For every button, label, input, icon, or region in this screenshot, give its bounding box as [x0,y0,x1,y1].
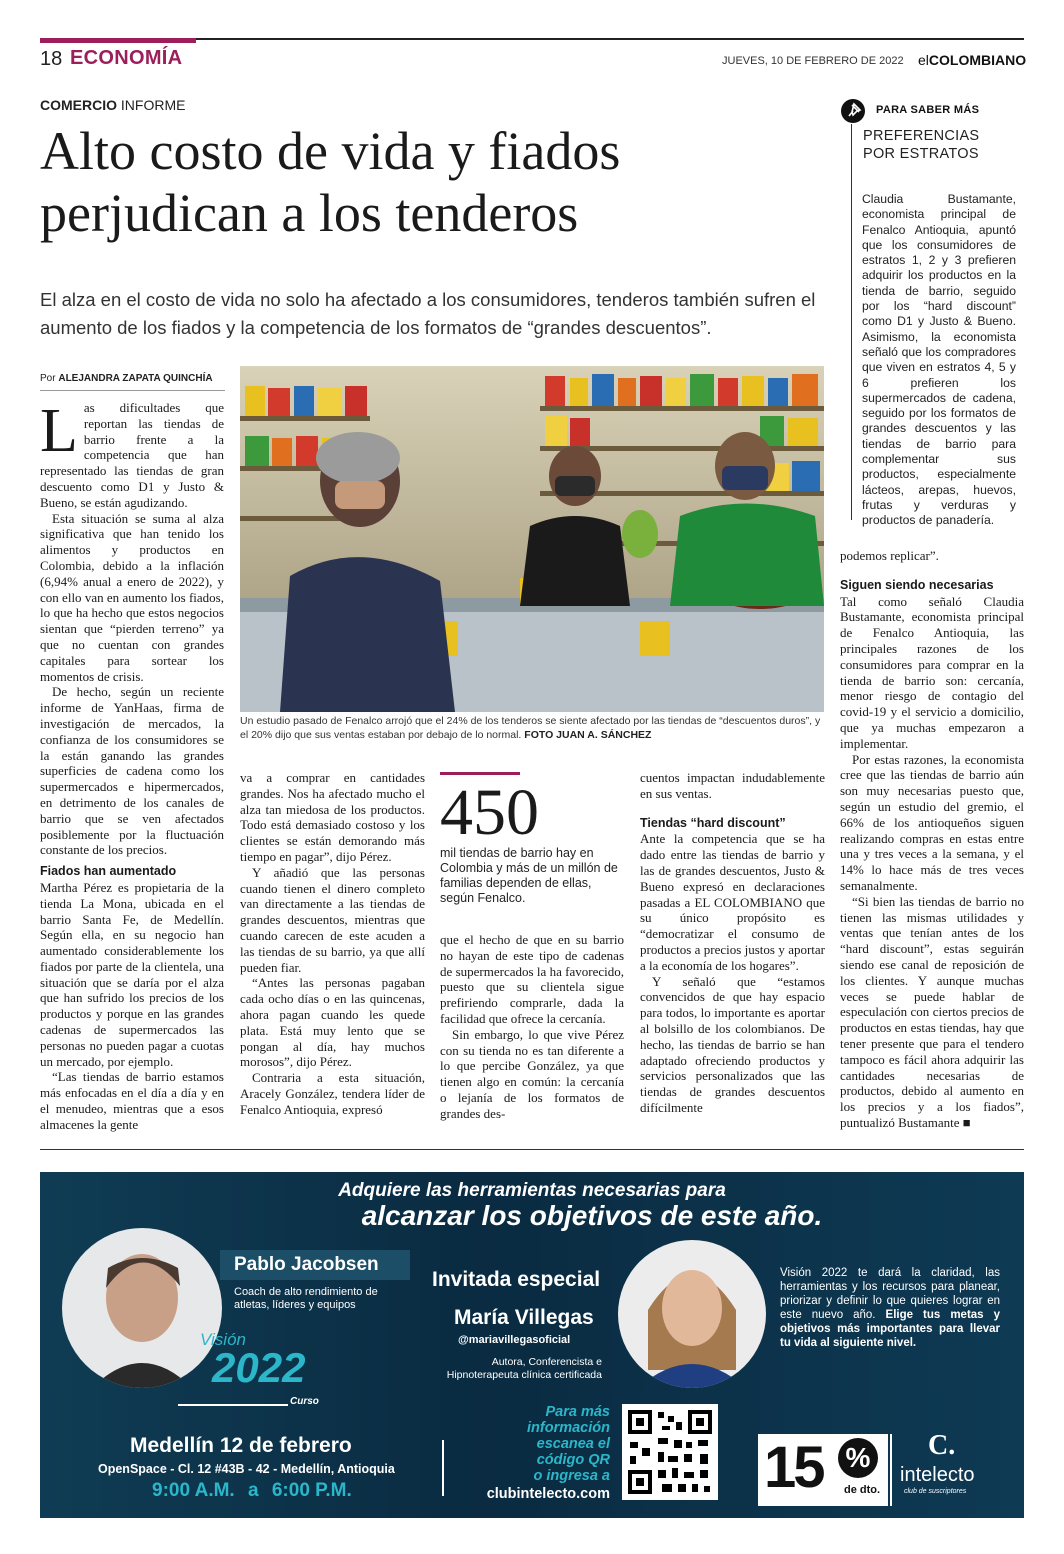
byline-prefix: Por [40,373,56,384]
paragraph [840,894,1024,1131]
issue-date: JUEVES, 10 DE FEBRERO DE 2022 [722,55,904,67]
paragraph: Por estas razones, la economista cree que las tiendas de barrio aún son muy necesarias puesto que, según un estudio del gremio, el 66% de los antioqueños siguen realizando compras en estas entre una y tres veces a la semana, y el 14% lo hace más de tres veces semanalmente. [840,751,1024,893]
section-name: ECONOMÍA [70,47,183,69]
paragraph: Y señaló que “estamos convencidos de que hay espacio para todos, lo importante es aportar al bolsillo de los colombianos. De hecho, las tiendas de barrio se han adaptado ofreciendo productos y servicios personalizados que las tiendas de grandes descuentos difícilmente [640,973,825,1115]
event-line [178,1404,288,1406]
ad-separator [40,1149,1024,1150]
subheading: Siguen siendo necesarias [840,577,994,592]
time-start: 9:00 A.M. [152,1480,235,1501]
speaker-photo [62,1228,222,1388]
lead-paragraph [40,397,224,511]
kicker-topic: COMERCIO [40,97,117,113]
club-logo [890,1430,996,1506]
sidebar-rule [851,124,852,180]
discount-number: 15 [764,1435,823,1500]
headline-line-1: Alto costo de vida y fiados [40,121,621,181]
subheading: Fiados han aumentado [40,864,177,879]
store-photo-illustration [240,366,824,712]
club-logo-letter: C. [928,1430,956,1461]
paragraph: va a comprar en cantidades grandes. Nos ha afectado mucho el alza tan miedosa de los productos. Todo está demasiado costoso y los clientes se están demorando más tiempo en pagar”, dijo Pérez. [240,770,425,864]
paragraph: Ante la competencia que se ha dado entre las tiendas de barrio y las de grandes descuentos, Justo & Bueno expresó en declaraciones pasadas a EL COLOMBIANO que su único propósito es “democratizar el consumo de productos a precios justos y aportar a la economía de los hogares”. [640,831,825,973]
qr-code-icon[interactable] [622,1404,718,1500]
kicker-type: INFORME [120,97,186,113]
brand-name: COLOMBIANO [928,52,1027,68]
speaker-name: Pablo Jacobsen [234,1254,379,1275]
byline-rule [40,390,225,391]
ad-description [780,1266,1000,1350]
guest-role [420,1356,602,1382]
discount-label: de dto. [844,1484,881,1496]
ad-headline-line-1: Adquiere las herramientas necesarias para [338,1180,726,1201]
qr-instructions-line-2: información [527,1420,610,1436]
guest-role-line-2: Hipnoterapeuta clínica certificada [446,1369,602,1381]
article-column-5 [840,548,1024,1131]
drop-cap: L [40,397,78,465]
sidebar-title-line-2: POR ESTRATOS [863,146,979,162]
article-column-1 [40,397,224,1133]
headline-line-2: perjudican a los tenderos [40,183,579,243]
sidebar-label: PARA SABER MÁS [876,104,980,116]
kicker [40,97,185,113]
club-tagline: club de suscriptores [904,1488,967,1495]
photo-caption [240,714,824,742]
qr-instructions-line-1: Para más [545,1404,610,1420]
guest-handle: @mariavillegasoficial [458,1334,571,1346]
time-end: 6:00 P.M. [271,1480,352,1501]
caption-text: Un estudio pasado de Fenalco arrojó que el 24% de los tenderos se siente afectado por las tiendas de “descuentos duros”, y el 20% dijo que sus ventas estaban por debajo de lo normal. [240,715,821,741]
qr-instructions-line-3: escanea el [536,1436,610,1452]
ad-divider [442,1440,444,1496]
paragraph: Sin embargo, lo que vive Pérez con su tienda no es tan diferente a lo que percibe González, ya que tienen algo en común: la cercanía o lejanía de los formatos de grandes des- [440,1026,624,1121]
paragraph: cuentos impactan indudablemente en sus ventas. [640,770,825,801]
paragraph: Esta situación se suma al alza significativa que han tenido los alimentos y productos en Colombia, debido a la inflación (6,94% anual a enero de 2022), y con ello van en aumento los fiados, lo que ha hecho que estos negocios sientan que “pierden terreno” ya que no cuentan con grandes capitales para sortear los momentos de crisis. [40,510,224,684]
stat-accent-rule [440,772,520,775]
paragraph: Martha Pérez es propietaria de la tienda La Mona, ubicada en el barrio Santa Fe, de Medellín. Según ella, en su negocio han aumentado considerablemente los fiados por parte de la clientela, una situación que se daría por el alza que han sufrido los precios de los productos y porque en las grandes cadenas de supermercados las personas no pueden pagar a cuotas un mercado, por ejemplo. [40,879,224,1069]
event-type: Curso [290,1396,319,1407]
ad-description-text: Visión 2022 te dará la claridad, las herramientas y los recursos para planear, priorizar y definir lo que quieres lograr en este nuevo año. [780,1267,1000,1321]
section-accent-bar [40,38,196,43]
guest-photo [618,1240,766,1388]
speaker-role: Coach de alto rendimiento de atletas, líderes y equipos [234,1286,378,1311]
pin-icon [841,99,865,123]
stat-description: mil tiendas de barrio hay en Colombia y más de un millón de familias dependen de ellas, según Fenalco. [440,846,618,905]
club-name: intelecto [900,1464,975,1486]
photo-credit: FOTO JUAN A. SÁNCHEZ [524,729,652,741]
event-city-date: Medellín 12 de febrero [130,1434,352,1457]
paragraph: que el hecho de que en su barrio no hayan de este tipo de cadenas de supermercados la ha favorecido, puesto que su clientela sigue prefiriendo comprarle, dada la facilidad que ofrece la cercanía. [440,932,624,1026]
stat-number: 450 [440,776,539,849]
byline-author: ALEJANDRA ZAPATA QUINCHÍA [58,373,213,384]
guest-name: María Villegas [454,1306,594,1329]
discount-percent: % [838,1438,878,1478]
time-separator: a [248,1480,259,1501]
article-dek: El alza en el costo de vida no solo ha afectado a los consumidores, tenderos también sufren el aumento de los fiados y la competencia de los formatos de “grandes descuentos”. [40,289,816,338]
store-photo [240,366,824,712]
sidebar-text: Claudia Bustamante, economista principal de Fenalco Antioquia, apuntó que los consumidores de estratos 1, 2 y 3 prefieren adquirir los productos en la tienda de barrio, seguido por los “hard discount” como D1 y Justo & Bueno. Asimismo, la economista señaló que los compradores que viven en estratos 4, 5 y 6 prefieren los supermercados de cadena, seguido por los formatos de grandes descuentos y las tiendas de barrio para complementar sus productos, especialmente lácteos, arepas, huevos, frutas y verduras y productos de panadería. [862,192,1016,528]
paragraph: “Antes las personas pagaban cada ocho días o en las quincenas, ahora pagan cuando les quede plata. Está muy lento que se pongan al día, hay muchos morosos”, dijo Pérez. [240,975,425,1070]
sidebar-title [863,127,979,163]
qr-instructions-line-4: código QR [536,1452,610,1468]
discount-badge [758,1434,888,1506]
paragraph: Contraria a esta situación, Aracely González, tendera líder de Fenalco Antioquia, expresó [240,1070,425,1117]
event-venue: OpenSpace - Cl. 12 #43B - 42 - Medellín, Antioquia [98,1462,395,1476]
paragraph: De hecho, según un reciente informe de YanHaas, firma de investigación de mercados, la confianza de los consumidores se la están ganando las grandes superficies de cadena como los supermercados e hipermercados, en detrimento de los canales de barrio que se ven afectados posiblemente por la fluctuación constante de los precios. [40,684,224,858]
article-column-2 [240,770,425,1118]
closing-quote: “Si bien las tiendas de barrio no tienen las mismas utilidades y ventas que tenían antes de los “hard discount”, estas seguirán siendo ese canal de reposición de los clientes. Y aunque muchas veces se puede hablar de especulación con ciertos precios de productos en estas tiendas, hay que tener presente que para el tendero tampoco es fácil ahora adquirir las cantidades necesarias de productos, debido al aumento en los precios y a los fiados”, puntualizó Bustamante [840,893,1024,1130]
paragraph: podemos replicar”. [840,548,939,563]
article-column-4 [640,770,825,1116]
byline [40,373,213,384]
event-year: 2022 [212,1344,306,1391]
ad-website-link[interactable]: clubintelecto.com [486,1486,610,1502]
headline [40,120,830,244]
advertisement[interactable] [40,1172,1024,1518]
paragraph: Tal como señaló Claudia Bustamante, economista principal de Fenalco Antioquia, las principales razones de los consumidores para comprar en la tienda de barrio son: cercanía, menor riesgo de contagio del covid-19 y el servicio a domicilio, que ya muchas empezaron a implementar. [840,593,1024,751]
ad-headline-line-2: alcanzar los objetivos de este año. [361,1200,823,1231]
guest-role-line-1: Autora, Conferencista e [491,1356,602,1368]
qr-instructions-line-5: o ingresa a [533,1468,610,1484]
sidebar-title-line-1: PREFERENCIAS [863,128,980,144]
lead-text: as dificultades que reportan las tiendas de barrio frente a la competencia que han representado las tiendas de gran descuento como D1 y Justo & Bueno, se están agudizando. [40,400,224,510]
page-number: 18 [40,48,63,70]
newspaper-brand [918,52,1026,68]
ad-description-emphasis: Elige tus metas y objetivos más importantes para llevar tu vida al siguiente nivel. [780,1309,1000,1349]
brand-prefix: el [918,52,929,68]
end-mark: ■ [962,1114,971,1130]
paragraph: Y añadió que las personas cuando tienen el dinero completo van directamente a las tiendas de grandes descuentos, mientras que cuando carecen de este acuden a las tiendas de su barrio, ya que allí pueden fiar. [240,864,425,975]
paragraph: “Las tiendas de barrio estamos más enfocadas en el día a día y en el menudeo, mientras que a esos almacenes la gente [40,1069,224,1132]
event-word: Visión [200,1330,246,1349]
guest-label: Invitada especial [432,1268,601,1291]
article-column-3 [440,932,624,1122]
event-time [152,1480,352,1502]
qr-instructions [470,1404,610,1484]
subheading: Tiendas “hard discount” [640,815,786,830]
